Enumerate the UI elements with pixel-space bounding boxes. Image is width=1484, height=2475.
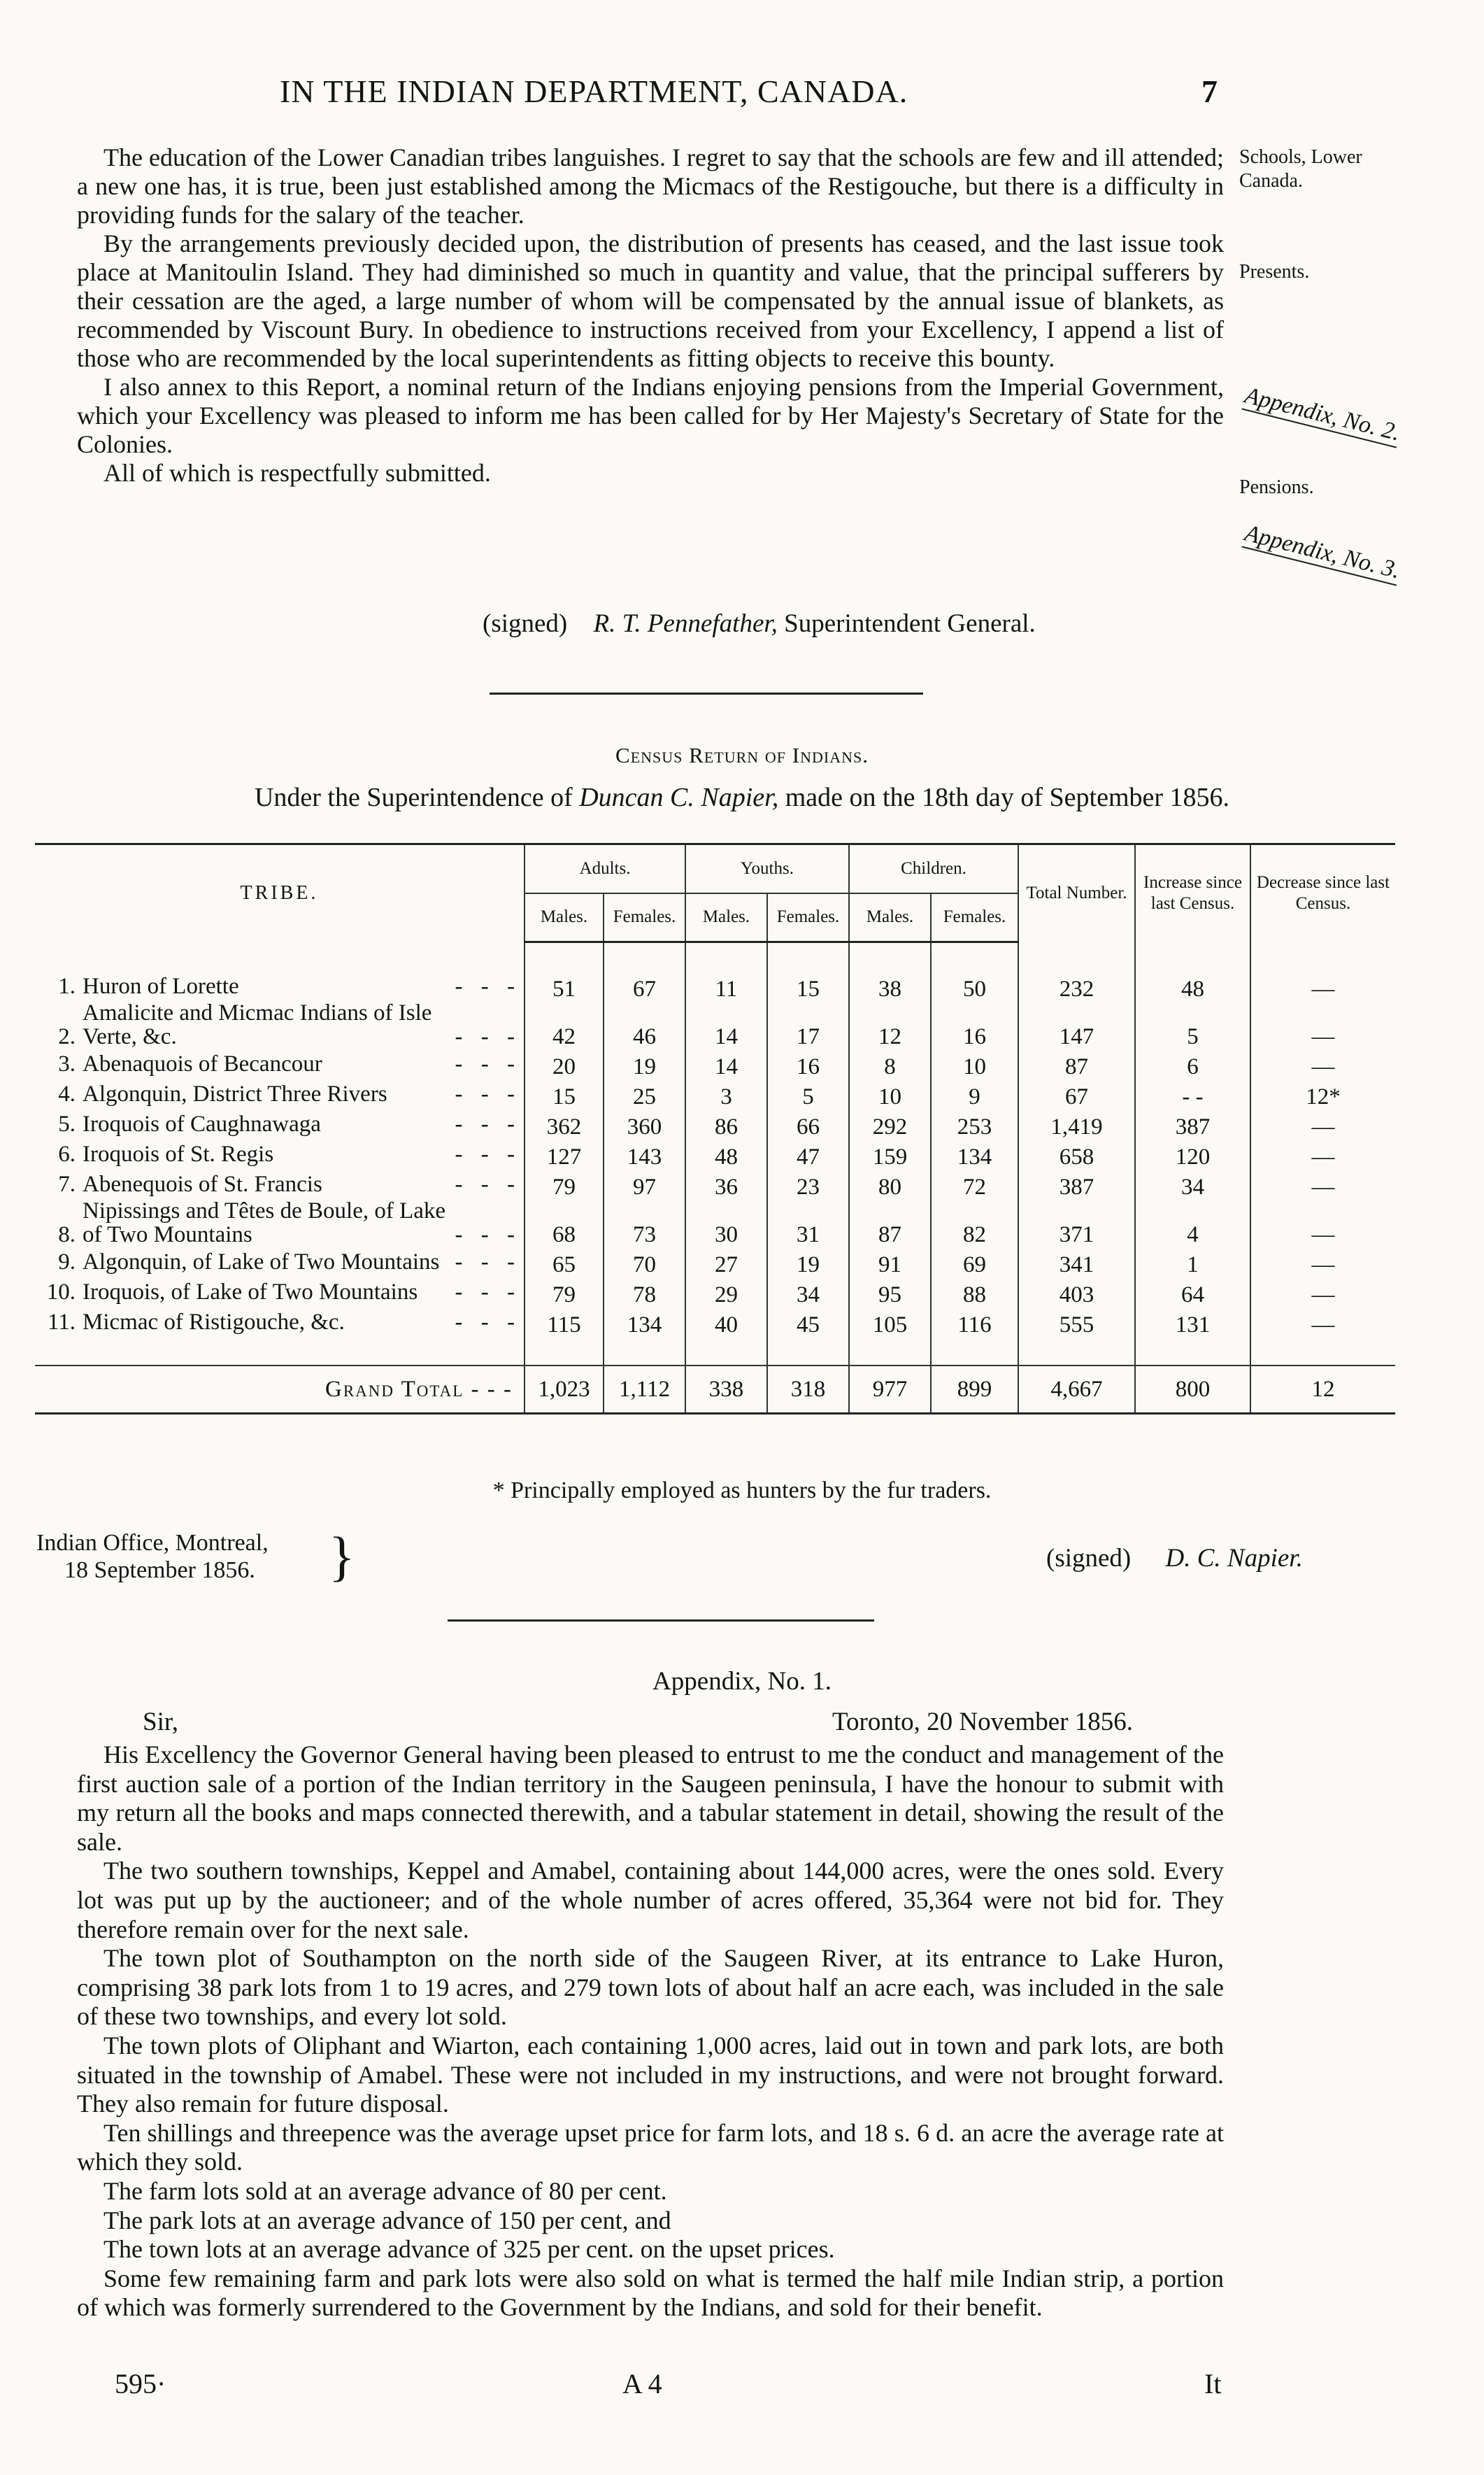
leader-dashes: - - - (455, 973, 521, 999)
cell-adult-males: 65 (525, 1247, 604, 1277)
footer-signature-mark: A 4 (622, 2368, 662, 2399)
page-header (0, 67, 1484, 123)
cell-decrease: — (1250, 1169, 1395, 1199)
letter-dateline: Toronto, 20 November 1856. (832, 1708, 1134, 1736)
cell-child-males: 292 (849, 1109, 931, 1139)
cell-increase: 6 (1135, 1049, 1250, 1079)
appendix-paragraph: Some few remaining farm and park lots were also sold on what is termed the half mile Indian strip, a portion of which was formerly surrendered to the Government by the Indians, and sold for their benefit. (77, 2264, 1224, 2322)
cell-adult-males: 362 (525, 1109, 604, 1139)
cell-total: 4,667 (1018, 1366, 1135, 1414)
margin-note-presents: Presents. (1239, 261, 1310, 283)
cell-child-females: 88 (931, 1277, 1018, 1307)
cell-adult-females: 67 (604, 971, 685, 1001)
cell-adult-males: 51 (525, 971, 604, 1001)
cell-adult-females: 73 (604, 1199, 685, 1247)
cell-decrease: — (1250, 1199, 1395, 1247)
leader-dashes: - - - (455, 1249, 521, 1275)
tribe-name-cell (35, 1277, 525, 1307)
cell-adult-males: 127 (525, 1139, 604, 1169)
cell-increase: 800 (1135, 1366, 1250, 1414)
cell-youth-females: 16 (767, 1049, 849, 1079)
tribe-name-cell (35, 1079, 525, 1109)
row-index: 9. (58, 1249, 76, 1275)
cell-total: 658 (1018, 1139, 1135, 1169)
cell-child-females: 10 (931, 1049, 1018, 1079)
cell-increase: 1 (1135, 1247, 1250, 1277)
footer-catchword: It (1204, 2368, 1222, 2399)
cell-total: 403 (1018, 1277, 1135, 1307)
leader-dashes: - - - (455, 1309, 521, 1335)
leader-dashes: - - - (455, 1024, 521, 1049)
tribe-name: Nipissings and Têtes de Boule, of Lake of Two Mountains (83, 1198, 446, 1247)
appendix-paragraph: The town lots at an average advance of 325 per cent. on the upset prices. (104, 2235, 835, 2264)
cell-increase: 387 (1135, 1109, 1250, 1139)
report-text (77, 143, 1224, 488)
signer-title: Superintendent General. (784, 609, 1036, 638)
cell-increase: 4 (1135, 1199, 1250, 1247)
appendix-paragraph: The town plots of Oliphant and Wiarton, each containing 1,000 acres, laid out in town and park lots, are both situated in the township of Amabel. These were not included in my instructions, and were not brought forward. They also remain for future disposal. (77, 2031, 1224, 2118)
paragraph-presents: By the arrangements previously decided upon, the distribution of presents has ceased, and the last issue took place at Manitoulin Island. They had diminished so much in quantity and value, that the principal sufferers by their cessation are the aged, a large number of whom will be compensated by the annual issue of blankets, as recommended by Viscount Bury. In obedience to instructions received from your Excellency, I append a list of those who are recommended by the local superintendents as fitting objects to receive this bounty. (77, 229, 1224, 372)
section-divider (448, 1619, 874, 1622)
cell-youth-females: 34 (767, 1277, 849, 1307)
cell-total: 67 (1018, 1079, 1135, 1109)
leader-dashes: - - - (455, 1279, 521, 1305)
running-title: IN THE INDIAN DEPARTMENT, CANADA. (280, 73, 908, 109)
cell-adult-males: 1,023 (525, 1366, 604, 1414)
cell-adult-males: 42 (525, 1001, 604, 1049)
cell-youth-females: 19 (767, 1247, 849, 1277)
cell-youth-males: 3 (685, 1079, 767, 1109)
cell-adult-females: 25 (604, 1079, 685, 1109)
cell-youth-males: 27 (685, 1247, 767, 1277)
appendix-paragraph: The two southern townships, Keppel and Amabel, containing about 144,000 acres, were the ones sold. Every lot was put up by the auctioneer; and of the whole number of acres offered, 35,364 were not bid for. They therefore remain over for the next sale. (77, 1857, 1224, 1943)
cell-child-males: 105 (849, 1307, 931, 1337)
row-index: 8. (58, 1222, 76, 1247)
row-index: 2. (58, 1024, 76, 1049)
cell-total: 1,419 (1018, 1109, 1135, 1139)
header-decrease: Decrease since last Census. (1250, 844, 1395, 942)
header-youth-females: Females. (767, 893, 849, 942)
leader-dashes: - - - (455, 1222, 521, 1247)
cell-total: 341 (1018, 1247, 1135, 1277)
signed-label: (signed) (483, 609, 568, 638)
cell-child-males: 159 (849, 1139, 931, 1169)
paragraph-schools: The education of the Lower Canadian tribes languishes. I regret to say that the schools are few and ill attended; a new one has, it is true, been just established among the Micmacs of the Restigouche, but there is a difficulty in providing funds for the salary of the teacher. (77, 143, 1224, 229)
table-spacer (35, 1337, 1395, 1366)
tribe-name: Algonquin, of Lake of Two Mountains (83, 1249, 440, 1275)
leader-dashes: - - - (455, 1171, 521, 1197)
cell-youth-females: 318 (767, 1366, 849, 1414)
leader-dashes: - - - (455, 1081, 521, 1107)
superintendent-name: Duncan C. Napier, (579, 783, 779, 812)
cell-youth-females: 17 (767, 1001, 849, 1049)
cell-child-males: 977 (849, 1366, 931, 1414)
cell-youth-females: 66 (767, 1109, 849, 1139)
grand-total-row (35, 1366, 1395, 1414)
row-index: 4. (58, 1081, 76, 1107)
cell-child-females: 253 (931, 1109, 1018, 1139)
appendix-text (77, 1740, 1224, 2322)
cell-child-females: 50 (931, 971, 1018, 1001)
signed-label: (signed) (1046, 1544, 1132, 1573)
cell-increase: 131 (1135, 1307, 1250, 1337)
cell-adult-females: 143 (604, 1139, 685, 1169)
cell-total: 555 (1018, 1307, 1135, 1337)
census-subtitle-post: made on the 18th day of September 1856. (785, 783, 1230, 812)
table-row (35, 1109, 1395, 1139)
tribe-name: Amalicite and Micmac Indians of Isle Verte, &c. (83, 1000, 432, 1049)
cell-youth-males: 11 (685, 971, 767, 1001)
census-subtitle (0, 782, 1484, 813)
paragraph-closing: All of which is respectfully submitted. (104, 459, 491, 487)
office-line-2: 18 September 1856. (64, 1557, 255, 1583)
tribe-name-cell (35, 1199, 525, 1247)
appendix-paragraph: His Excellency the Governor General having been pleased to entrust to me the conduct and management of the first auction sale of a portion of the Indian territory in the Saugeen peninsula, I have the honour to submit with my return all the books and maps connected therewith, and a tabular statement in detail, showing the result of the sale. (77, 1740, 1224, 1856)
header-youth-males: Males. (685, 893, 767, 942)
cell-child-females: 72 (931, 1169, 1018, 1199)
cell-child-males: 95 (849, 1277, 931, 1307)
margin-note-appendix-2: Appendix, No. 2. (1241, 384, 1402, 448)
cell-adult-females: 78 (604, 1277, 685, 1307)
cell-adult-females: 70 (604, 1247, 685, 1277)
cell-decrease: — (1250, 1049, 1395, 1079)
tribe-name: Micmac of Ristigouche, &c. (83, 1309, 345, 1335)
appendix-paragraph: The farm lots sold at an average advance of 80 per cent. (104, 2176, 667, 2205)
cell-adult-males: 115 (525, 1307, 604, 1337)
cell-decrease: 12 (1250, 1366, 1395, 1414)
header-tribe: TRIBE. (35, 844, 525, 942)
tribe-name: Iroquois of Caughnawaga (83, 1111, 321, 1137)
leader-dashes: - - - (455, 1141, 521, 1167)
cell-increase: 34 (1135, 1169, 1250, 1199)
table-row (35, 1001, 1395, 1049)
cell-total: 371 (1018, 1199, 1135, 1247)
section-divider (490, 693, 923, 695)
census-footnote: * Principally employed as hunters by the fur traders. (492, 1477, 992, 1503)
cell-youth-males: 30 (685, 1199, 767, 1247)
table-row (35, 971, 1395, 1001)
cell-adult-males: 68 (525, 1199, 604, 1247)
cell-youth-females: 15 (767, 971, 849, 1001)
tribe-name: Abenequois of St. Francis (83, 1171, 322, 1197)
header-children: Children. (849, 844, 1018, 893)
tribe-name: Abenaquois of Becancour (83, 1051, 322, 1077)
cell-increase: 5 (1135, 1001, 1250, 1049)
paragraph-pensions: I also annex to this Report, a nominal return of the Indians enjoying pensions from the Imperial Government, which your Excellency was pleased to inform me has been called for by Her Majesty's Secretary of State for the Colonies. (77, 373, 1224, 458)
cell-total: 232 (1018, 971, 1135, 1001)
cell-adult-females: 360 (604, 1109, 685, 1139)
leader-dashes: - - - (455, 1051, 521, 1077)
census-signature (1046, 1543, 1303, 1573)
cell-child-females: 116 (931, 1307, 1018, 1337)
cell-decrease: — (1250, 1277, 1395, 1307)
table-row (35, 1049, 1395, 1079)
header-youths: Youths. (685, 844, 849, 893)
cell-decrease: — (1250, 1247, 1395, 1277)
row-index: 10. (46, 1279, 76, 1305)
cell-total: 87 (1018, 1049, 1135, 1079)
table-row (35, 1199, 1395, 1247)
cell-child-males: 87 (849, 1199, 931, 1247)
census-title: Census Return of Indians. (615, 743, 869, 767)
header-adults: Adults. (525, 844, 685, 893)
brace-glyph: } (329, 1526, 355, 1587)
row-index: 5. (58, 1111, 76, 1137)
cell-youth-males: 36 (685, 1169, 767, 1199)
row-index: 1. (58, 973, 76, 999)
appendix-paragraph: Ten shillings and threepence was the average upset price for farm lots, and 18 s. 6 d. an acre the average rate at which they sold. (77, 2118, 1224, 2176)
leader-dashes: - - - (455, 1111, 521, 1137)
cell-youth-females: 47 (767, 1139, 849, 1169)
table-row (35, 1079, 1395, 1109)
cell-decrease: — (1250, 971, 1395, 1001)
cell-adult-females: 134 (604, 1307, 685, 1337)
cell-increase: - - (1135, 1079, 1250, 1109)
salutation: Sir, (143, 1708, 178, 1736)
cell-youth-females: 23 (767, 1169, 849, 1199)
tribe-name: Iroquois, of Lake of Two Mountains (83, 1279, 418, 1305)
cell-child-males: 8 (849, 1049, 931, 1079)
tribe-name-cell (35, 1139, 525, 1169)
cell-increase: 120 (1135, 1139, 1250, 1169)
cell-increase: 48 (1135, 971, 1250, 1001)
tribe-name-cell (35, 1109, 525, 1139)
header-adult-males: Males. (525, 893, 604, 942)
cell-adult-females: 46 (604, 1001, 685, 1049)
cell-adult-females: 19 (604, 1049, 685, 1079)
cell-youth-males: 29 (685, 1277, 767, 1307)
tribe-name-cell (35, 1247, 525, 1277)
cell-child-females: 82 (931, 1199, 1018, 1247)
cell-child-females: 69 (931, 1247, 1018, 1277)
tribe-name-cell (35, 1049, 525, 1079)
report-signature (483, 609, 1036, 639)
tribe-name: Iroquois of St. Regis (83, 1141, 274, 1167)
table-row (35, 1169, 1395, 1199)
cell-adult-males: 15 (525, 1079, 604, 1109)
tribe-name-cell (35, 1001, 525, 1049)
cell-adult-females: 1,112 (604, 1366, 685, 1414)
header-adult-females: Females. (604, 893, 685, 942)
cell-decrease: — (1250, 1139, 1395, 1169)
cell-youth-males: 14 (685, 1049, 767, 1079)
cell-youth-females: 45 (767, 1307, 849, 1337)
tribe-name-cell (35, 1169, 525, 1199)
signer-name: R. T. Pennefather, (593, 609, 778, 638)
cell-decrease: 12* (1250, 1079, 1395, 1109)
tribe-name: Algonquin, District Three Rivers (83, 1081, 387, 1107)
cell-decrease: — (1250, 1001, 1395, 1049)
cell-child-males: 91 (849, 1247, 931, 1277)
cell-youth-males: 338 (685, 1366, 767, 1414)
table-row (35, 1139, 1395, 1169)
cell-child-males: 12 (849, 1001, 931, 1049)
office-line-1: Indian Office, Montreal, (36, 1530, 269, 1556)
cell-decrease: — (1250, 1109, 1395, 1139)
census-table (35, 843, 1395, 1414)
cell-child-males: 10 (849, 1079, 931, 1109)
cell-child-females: 16 (931, 1001, 1018, 1049)
cell-adult-males: 79 (525, 1169, 604, 1199)
tribe-name-cell (35, 1307, 525, 1337)
tribe-name: Huron of Lorette (83, 973, 239, 999)
cell-total: 147 (1018, 1001, 1135, 1049)
grand-total-label: Grand Total - - - (35, 1366, 525, 1414)
cell-adult-females: 97 (604, 1169, 685, 1199)
cell-decrease: — (1250, 1307, 1395, 1337)
cell-child-females: 899 (931, 1366, 1018, 1414)
table-row (35, 1307, 1395, 1337)
appendix-paragraph: The park lots at an average advance of 150 per cent, and (104, 2206, 671, 2234)
page-number: 7 (1201, 73, 1218, 109)
appendix-paragraph: The town plot of Southampton on the north side of the Saugeen River, at its entrance to Lake Huron, comprising 38 park lots from 1 to 19 acres, and 279 town lots of about half an acre each, was included in the sale of these two townships, and every lot sold. (77, 1944, 1224, 2031)
cell-youth-males: 40 (685, 1307, 767, 1337)
cell-youth-males: 86 (685, 1109, 767, 1139)
cell-youth-females: 5 (767, 1079, 849, 1109)
margin-note-pensions: Pensions. (1239, 476, 1314, 498)
cell-child-males: 38 (849, 971, 931, 1001)
row-index: 6. (58, 1141, 76, 1167)
appendix-title: Appendix, No. 1. (652, 1667, 832, 1696)
cell-youth-males: 14 (685, 1001, 767, 1049)
cell-child-males: 80 (849, 1169, 931, 1199)
census-subtitle-pre: Under the Superintendence of (254, 783, 573, 812)
margin-note-appendix-3: Appendix, No. 3. (1241, 522, 1402, 586)
cell-total: 387 (1018, 1169, 1135, 1199)
cell-youth-males: 48 (685, 1139, 767, 1169)
cell-increase: 64 (1135, 1277, 1250, 1307)
signer-name: D. C. Napier. (1165, 1544, 1303, 1573)
cell-child-females: 134 (931, 1139, 1018, 1169)
table-row (35, 1277, 1395, 1307)
office-dateline (36, 1526, 355, 1587)
row-index: 11. (47, 1309, 76, 1335)
header-increase: Increase since last Census. (1135, 844, 1250, 942)
cell-adult-males: 79 (525, 1277, 604, 1307)
cell-child-females: 9 (931, 1079, 1018, 1109)
row-index: 3. (58, 1051, 76, 1077)
header-child-females: Females. (931, 893, 1018, 942)
cell-youth-females: 31 (767, 1199, 849, 1247)
margin-note-schools: Schools, Lower Canada. (1239, 146, 1362, 192)
header-total: Total Number. (1018, 844, 1135, 942)
footer-sheet-number: 595· (115, 2368, 166, 2399)
table-spacer (35, 942, 1395, 972)
header-child-males: Males. (849, 893, 931, 942)
row-index: 7. (58, 1171, 76, 1197)
table-row (35, 1247, 1395, 1277)
cell-adult-males: 20 (525, 1049, 604, 1079)
tribe-name-cell (35, 971, 525, 1001)
